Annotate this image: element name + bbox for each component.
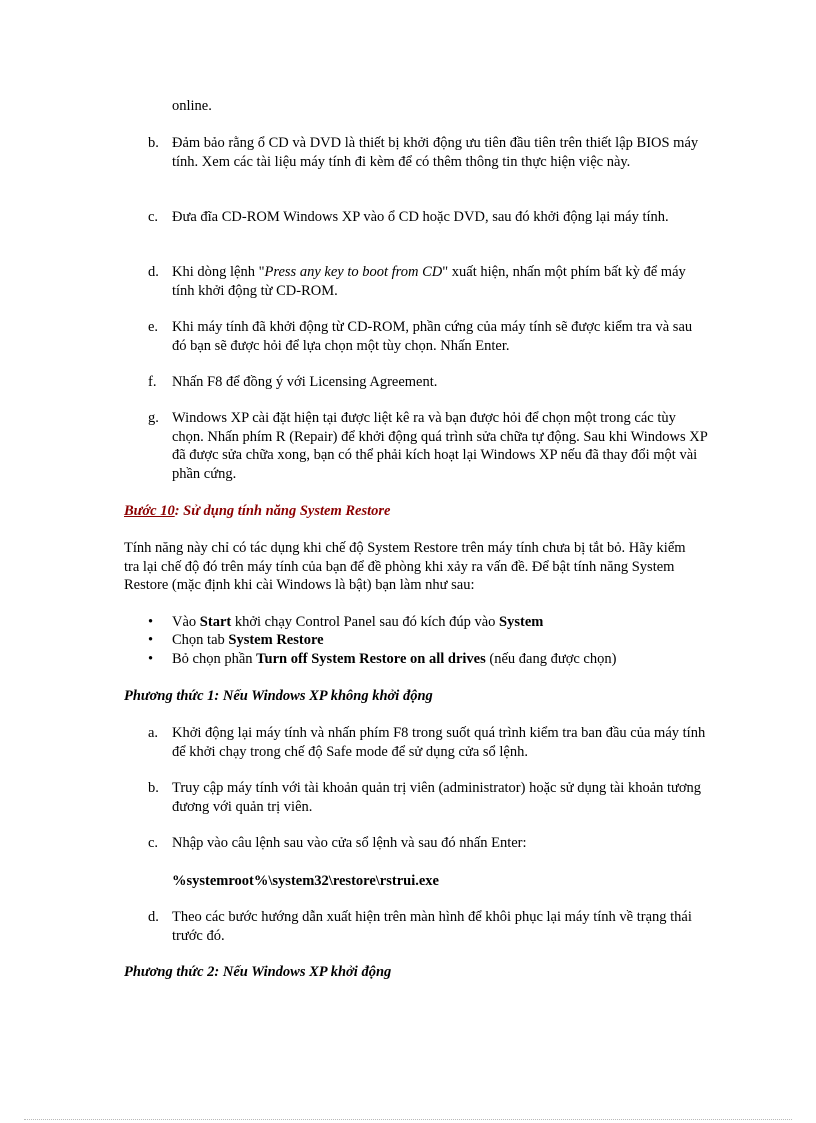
list-marker: f. [148, 374, 157, 390]
method-2-heading: Phương thức 2: Nếu Windows XP khởi động [124, 964, 392, 980]
list-item-text: Đảm bảo rằng ổ CD và DVD là thiết bị khởi động ưu tiên đầu tiên trên thiết lập BIOS máy tính. Xem các tài liệu máy tính đi kèm để có thêm thông tin thực hiện việc này. [172, 135, 699, 170]
list-item-text: Khi dòng lệnh "Press any key to boot from CD" xuất hiện, nhấn một phím bất kỳ để máy tính khởi động từ CD-ROM. [172, 264, 686, 299]
list-item-text: Khi máy tính đã khởi động từ CD-ROM, phần cứng của máy tính sẽ được kiểm tra và sau đó bạn sẽ được hỏi để lựa chọn một tùy chọn. Nhấn Enter. [172, 319, 693, 354]
list-item-text: Theo các bước hướng dẫn xuất hiện trên màn hình để khôi phục lại máy tính về trạng thái trước đó. [172, 909, 692, 944]
boot-prompt-text: Press any key to boot from CD [264, 264, 443, 280]
method-1-heading: Phương thức 1: Nếu Windows XP không khởi động [124, 688, 433, 704]
list-marker: e. [148, 319, 159, 335]
list-item-text: Nhập vào câu lệnh sau vào cửa sổ lệnh và sau đó nhấn Enter: [172, 835, 527, 851]
bullet-dot: • [148, 632, 154, 648]
list-marker: b. [148, 135, 159, 151]
continued-text: online. [172, 98, 212, 114]
bullet-text: Vào Start khởi chạy Control Panel sau đó kích đúp vào System [172, 614, 544, 630]
list-marker: c. [148, 835, 159, 851]
intro-paragraph: Tính năng này chỉ có tác dụng khi chế độ System Restore trên máy tính chưa bị tắt bỏ. Hãy kiểm tra lại chế độ đó trên máy tính của bạn để đề phòng khi xảy ra vấn đề. Để bật tính năng System Restore (mặc định khi cài Windows là bật) bạn làm như sau: [124, 540, 686, 593]
list-marker: d. [148, 909, 159, 925]
list-marker: g. [148, 410, 159, 426]
bullet-text: Bỏ chọn phần Turn off System Restore on all drives (nếu đang được chọn) [172, 651, 617, 667]
list-marker: b. [148, 780, 159, 796]
page-bottom-border [24, 1119, 792, 1120]
step-10-label: Bước 10 [124, 503, 175, 519]
bullet-dot: • [148, 651, 154, 667]
step-10-title: : Sử dụng tính năng System Restore [174, 503, 391, 519]
bullet-dot: • [148, 614, 154, 630]
list-item-text: Khởi động lại máy tính và nhấn phím F8 trong suốt quá trình kiểm tra ban đầu của máy tính để khởi chạy trong chế độ Safe mode để sử dụng cửa sổ lệnh. [172, 725, 706, 760]
command-line: %systemroot%\system32\restore\rstrui.exe [172, 873, 439, 889]
list-item-text: Windows XP cài đặt hiện tại được liệt kê ra và bạn được hỏi để chọn một trong các tùy chọn. Nhấn phím R (Repair) để khởi động quá trình sửa chữa tự động. Sau khi Windows XP đã được sửa chữa xong, bạn có thể phải kích hoạt lại Windows XP nếu đã thay đổi một vài phần cứng. [172, 410, 708, 482]
list-item-text: Truy cập máy tính với tài khoản quản trị viên (administrator) hoặc sử dụng tài khoản tương đương với quản trị viên. [172, 780, 702, 815]
list-item-text: Nhấn F8 để đồng ý với Licensing Agreement. [172, 374, 438, 390]
list-marker: d. [148, 264, 159, 280]
list-item-text: Đưa đĩa CD-ROM Windows XP vào ổ CD hoặc DVD, sau đó khởi động lại máy tính. [172, 209, 669, 225]
bullet-text: Chọn tab System Restore [172, 632, 324, 648]
list-marker: c. [148, 209, 159, 225]
step-10-heading [124, 502, 390, 521]
list-marker: a. [148, 725, 159, 741]
